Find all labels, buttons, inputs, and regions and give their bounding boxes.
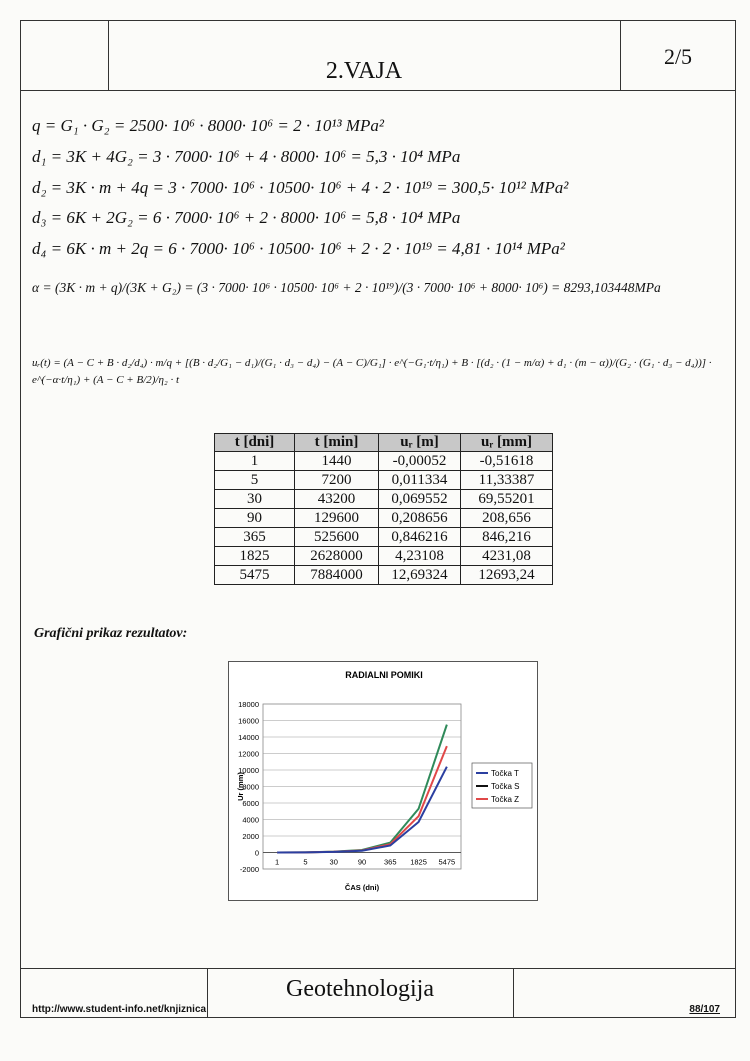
table-cell: 208,656 (461, 509, 553, 528)
equation-alpha: α = (3K · m + q)/(3K + G₂) = (3 · 7000· 10⁶ · 10500· 10⁶ + 2 · 10¹⁹)/(3 · 7000· 10⁶ + 8000· 10⁶) = 8293,103448MPa (32, 280, 661, 295)
y-tick-label: 14000 (238, 733, 259, 742)
table-cell: 11,33387 (461, 471, 553, 490)
table-cell: 1 (215, 452, 295, 471)
y-tick-label: 8000 (242, 782, 259, 792)
column-header: uᵣ [mm] (461, 434, 553, 452)
footer-title: Geotehnologija (286, 976, 434, 1002)
table-cell: 0,069552 (379, 490, 461, 509)
x-tick-label: 5475 (438, 857, 456, 867)
table-row (215, 547, 553, 566)
x-tick-label: 90 (357, 857, 367, 867)
y-tick-label: 2000 (242, 832, 259, 841)
table-cell: 2628000 (295, 547, 379, 566)
chart-title: RADIALNI POMIKI (345, 670, 423, 680)
table-row (215, 509, 553, 528)
results-table (214, 433, 553, 585)
x-tick-label: 5 (303, 857, 308, 867)
table-cell: 0,011334 (379, 471, 461, 490)
x-tick-label: 1 (275, 857, 280, 867)
table-cell: 43200 (295, 490, 379, 509)
column-header: uᵣ [m] (379, 434, 461, 452)
page-number: 2/5 (663, 44, 693, 69)
table-header-row (215, 434, 553, 452)
y-tick-label: -2000 (239, 865, 259, 874)
table-cell: 90 (215, 509, 295, 528)
legend-label: Točka T (491, 769, 519, 778)
table-cell: 12693,24 (461, 566, 553, 585)
equation-ur: uᵣ(t) = (A − C + B · d₂/d₄) · m/q + [(B · d₂/G₁ − d₁)/(G₁ · d₃ − d₄) − (A − C)/G₁] · e^(−G₁·t/η₁) + B · [(d₂ · (1 − m/α) + d₁ · (m − α))/(G₂ · (G₁ · d₃ − d₄))] · e^(−α·t/η₁) + (A − C + B/2)/η₂ · t (32, 357, 712, 386)
page-title: 2.VAJA (325, 58, 403, 84)
table-cell: 5475 (215, 566, 295, 585)
x-tick-label: 1825 (410, 857, 427, 867)
legend-label: Točka S (491, 782, 520, 791)
equation-d1: d₁ = 3K + 4G₂ = 3 · 7000· 10⁶ + 4 · 8000· 10⁶ = 5,3 · 10⁴ MPa (32, 147, 461, 166)
table-cell: 5 (215, 471, 295, 490)
header-divider (20, 90, 736, 91)
radial-displacement-chart (229, 662, 539, 902)
y-tick-label: 12000 (238, 749, 259, 759)
y-tick-label: 18000 (238, 700, 259, 709)
table-cell: 12,69324 (379, 566, 461, 585)
table-cell: 365 (215, 528, 295, 547)
table-cell: 525600 (295, 528, 379, 547)
table-cell: 4231,08 (461, 547, 553, 566)
table-row (215, 490, 553, 509)
table-row (215, 452, 553, 471)
column-header: t [min] (295, 434, 379, 452)
table-row (215, 566, 553, 585)
table-cell: -0,00052 (379, 452, 461, 471)
table-cell: 0,846216 (379, 528, 461, 547)
table-cell: 7884000 (295, 566, 379, 585)
x-axis-label: ČAS (dni) (344, 883, 380, 892)
table-cell: 69,55201 (461, 490, 553, 509)
table-cell: -0,51618 (461, 452, 553, 471)
x-tick-label: 365 (384, 857, 397, 867)
table-cell: 1825 (215, 547, 295, 566)
y-tick-label: 10000 (238, 766, 259, 775)
chart-caption: Grafični prikaz rezultatov: (34, 626, 188, 641)
equation-d4: d₄ = 6K · m + 2q = 6 · 7000· 10⁶ · 10500· 10⁶ + 2 · 2 · 10¹⁹ = 4,81 · 10¹⁴ MPa² (32, 239, 565, 258)
y-axis-label: Ur (mm) (236, 772, 245, 801)
y-tick-label: 0 (254, 848, 259, 858)
source-url[interactable]: http://www.student-info.net/knjiznica (32, 1004, 207, 1015)
footer-page-number: 88/107 (689, 1004, 720, 1015)
equation-d2: d₂ = 3K · m + 4q = 3 · 7000· 10⁶ · 10500· 10⁶ + 4 · 2 · 10¹⁹ = 300,5· 10¹² MPa² (32, 178, 569, 197)
x-tick-label: 30 (329, 857, 338, 867)
y-tick-label: 4000 (242, 815, 259, 825)
legend-label: Točka Z (491, 795, 520, 804)
chart-container (228, 661, 538, 901)
table-row (215, 528, 553, 547)
column-header: t [dni] (215, 434, 295, 452)
table-cell: 129600 (295, 509, 379, 528)
table-row (215, 471, 553, 490)
table-cell: 4,23108 (379, 547, 461, 566)
footer-divider (20, 968, 736, 969)
table-cell: 0,208656 (379, 509, 461, 528)
equation-q: q = G₁ · G₂ = 2500· 10⁶ · 8000· 10⁶ = 2 · 10¹³ MPa² (32, 116, 384, 135)
table-cell: 1440 (295, 452, 379, 471)
table-cell: 30 (215, 490, 295, 509)
footer-divider-right (513, 968, 514, 1018)
y-tick-label: 16000 (238, 716, 259, 726)
table-cell: 846,216 (461, 528, 553, 547)
table-cell: 7200 (295, 471, 379, 490)
equation-d3: d₃ = 6K + 2G₂ = 6 · 7000· 10⁶ + 2 · 8000· 10⁶ = 5,8 · 10⁴ MPa (32, 208, 461, 227)
y-tick-label: 6000 (242, 799, 259, 808)
